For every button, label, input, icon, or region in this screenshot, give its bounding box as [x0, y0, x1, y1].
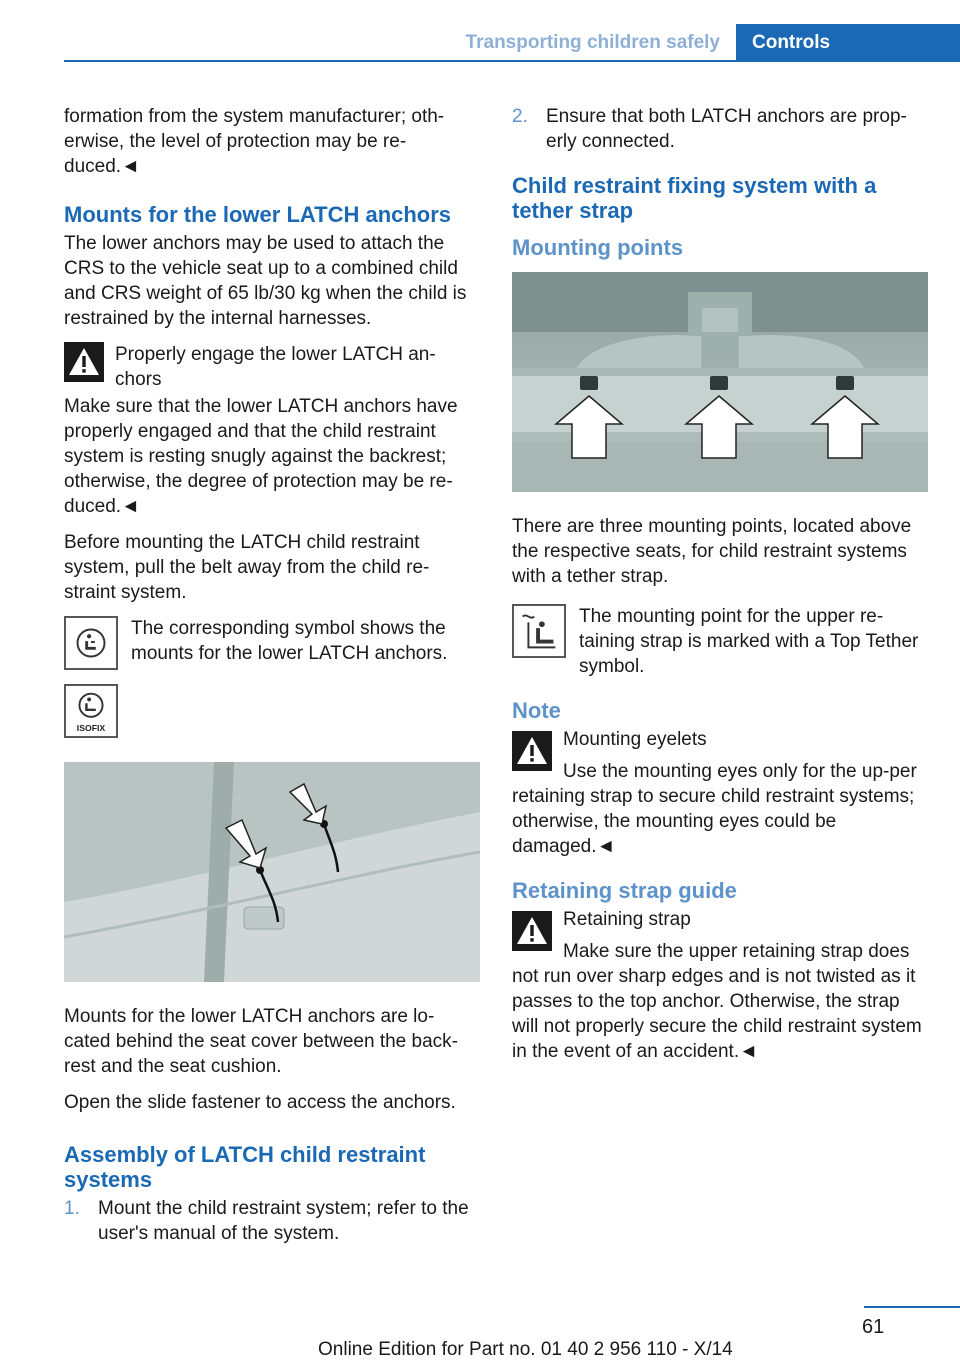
warning-triangle-icon — [512, 731, 552, 771]
isofix-symbol-icon — [64, 684, 118, 738]
seat-anchors-illustration — [64, 762, 480, 982]
footer-edition: Online Edition for Part no. 01 40 2 956 110 - X/14 — [318, 1339, 733, 1360]
warning-title: Properly engage the lower LATCH an-chors — [115, 344, 436, 390]
warning-title: Mounting eyelets — [563, 729, 707, 750]
figure-caption: Mounts for the lower LATCH anchors are lo-cated behind the seat cover between the back-rest and the seat cushion. — [64, 1006, 458, 1077]
warning-body: Make sure that the lower LATCH anchors have properly engaged and that the child restraint system is resting snugly against the backrest; otherwise, the degree of protection may be re-duced.◄ — [64, 396, 458, 517]
heading-mounting-points: Mounting points — [512, 235, 684, 260]
symbol-description: The corresponding symbol shows the mounts for the lower LATCH anchors. — [131, 618, 448, 664]
intro-paragraph: formation from the system manufacturer; oth-erwise, the level of protection may be re-duced.◄ — [64, 106, 445, 177]
isofix-label: ISOFIX — [76, 723, 106, 734]
header-chapter-tab[interactable]: Controls — [736, 24, 960, 62]
warning-body: Use the mounting eyes only for the up-per retaining strap to secure child restraint systems; otherwise, the mounting eyes could be damaged.◄ — [512, 761, 917, 857]
paragraph-lower-anchors: The lower anchors may be used to attach the CRS to the vehicle seat up to a combined child and CRS weight of 65 lb/30 kg when the child is restrained by the internal harnesses. — [64, 233, 467, 329]
child-seat-symbol-icon — [64, 616, 118, 670]
heading-retaining-strap-guide: Retaining strap guide — [512, 878, 737, 903]
step-text: Mount the child restraint system; refer to the user's manual of the system. — [98, 1198, 469, 1244]
top-tether-symbol-row — [512, 604, 928, 679]
latch-symbol-row — [64, 616, 480, 674]
mounting-points-figure — [512, 272, 928, 492]
step-number: 1. — [64, 1198, 80, 1219]
rear-shelf-illustration — [512, 272, 928, 492]
footer-rule — [864, 1306, 960, 1308]
paragraph-before-mounting: Before mounting the LATCH child restraint system, pull the belt away from the child re-straint system. — [64, 532, 430, 603]
heading-note: Note — [512, 698, 561, 723]
warning-body: Make sure the upper retaining strap does not run over sharp edges and is not twisted as it passes to the top anchor. Otherwise, the strap will not properly secure the child restraint system in the event of an accident.◄ — [512, 941, 922, 1062]
warning-retaining-strap — [512, 907, 928, 951]
isofix-symbol-row — [64, 684, 480, 742]
warning-triangle-icon — [64, 342, 104, 382]
top-tether-symbol-icon — [512, 604, 566, 658]
list-item — [64, 1196, 480, 1246]
header-section-title: Transporting children safely — [465, 32, 720, 53]
symbol-description: The mounting point for the upper re-taining strap is marked with a Top Tether symbol. — [579, 606, 919, 677]
warning-triangle-icon — [512, 911, 552, 951]
page-number: 61 — [862, 1316, 885, 1338]
assembly-steps-list — [64, 1196, 480, 1246]
warning-title: Retaining strap — [563, 909, 691, 930]
step-text: Ensure that both LATCH anchors are prop-erly connected. — [546, 106, 907, 152]
heading-assembly: Assembly of LATCH child restraint systems — [64, 1142, 426, 1192]
assembly-steps-continued — [512, 104, 928, 154]
warning-mounting-eyelets — [512, 727, 928, 771]
left-column — [64, 104, 480, 1257]
right-column — [512, 104, 928, 1075]
step-number: 2. — [512, 106, 528, 127]
paragraph-mounting-points: There are three mounting points, located above the respective seats, for child restraint systems with a tether strap. — [512, 516, 912, 587]
page-header — [64, 24, 960, 62]
paragraph-open-fastener: Open the slide fastener to access the anchors. — [64, 1092, 456, 1113]
latch-anchors-figure — [64, 762, 480, 982]
header-rule — [64, 60, 960, 62]
heading-tether-strap: Child restraint fixing system with a tether strap — [512, 173, 877, 223]
list-item — [512, 104, 928, 154]
warning-engage-latch — [64, 342, 480, 392]
heading-mounts-lower-latch: Mounts for the lower LATCH anchors — [64, 202, 452, 227]
